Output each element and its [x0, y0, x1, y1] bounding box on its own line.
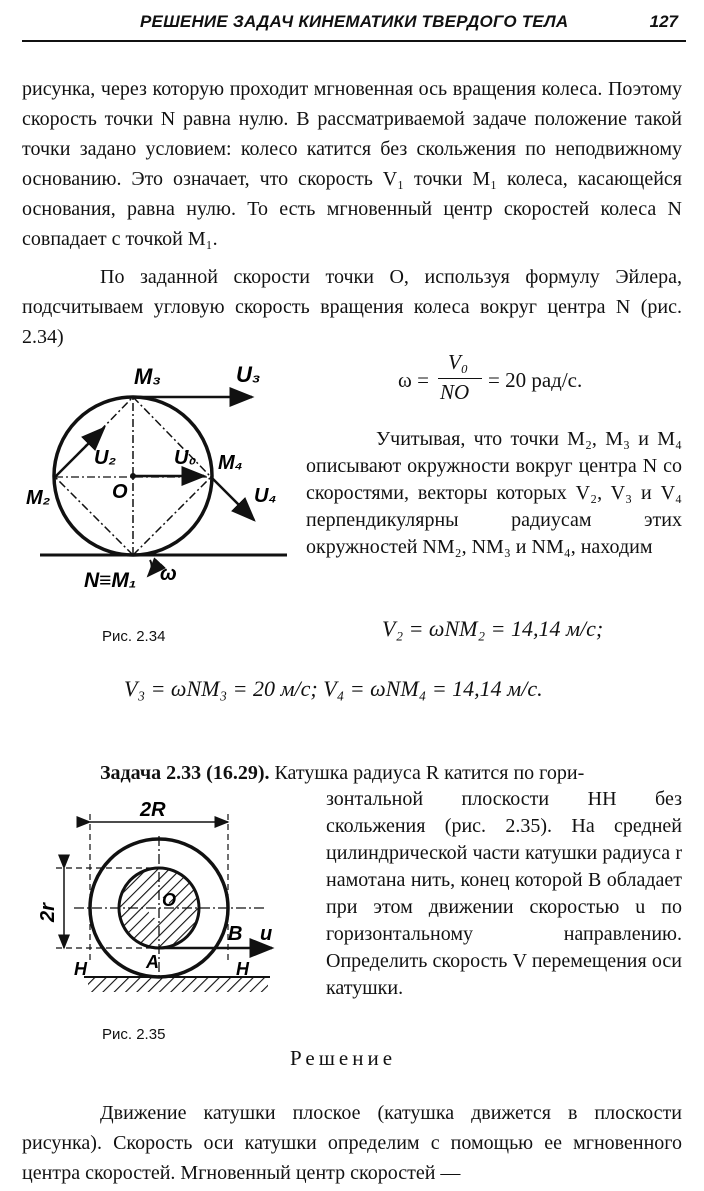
label-b: B — [228, 923, 243, 945]
equation-v3-v4: V₃ = ωNM₃ = 20 м/с; V₄ = ωNM₄ = 14,14 м/с. — [124, 676, 543, 701]
label-u4: U₄ — [254, 485, 277, 507]
label-omega: ω — [160, 563, 177, 585]
paragraph-1: рисунка, через которую проходит мгновенная ось вращения колеса. Поэтому скорость точки N равна нулю. В рассматриваемой задаче положение такой точки задано условием: колесо катится без скольжения по неподвижному основанию. Это означает, что скорость V₁ точки M₁ колеса, касающейся основания, равна нулю. То есть мгновенный центр скоростей колеса N совпадает с точкой M₁. — [22, 78, 682, 250]
caption-2-34: Рис. 2.34 — [102, 628, 166, 645]
solution-heading: Решение — [290, 1046, 397, 1070]
label-m2: M₂ — [26, 487, 51, 509]
label-a: A — [146, 952, 159, 972]
label-o: O — [112, 481, 128, 503]
caption-2-35: Рис. 2.35 — [102, 1026, 166, 1043]
label-2r: 2r — [37, 903, 59, 922]
running-header — [22, 4, 686, 42]
figure-2-34 — [22, 352, 312, 592]
running-title: РЕШЕНИЕ ЗАДАЧ КИНЕМАТИКИ ТВЕРДОГО ТЕЛА — [140, 12, 569, 31]
page-number: 127 — [649, 12, 678, 31]
label-u: u — [260, 923, 273, 945]
side-paragraph: Учитывая, что точки M₂, M₃ и M₄ описывают окружности вокруг центра N со скоростями, векторы которых V₂, V₃ и V₄ перпендикулярны радиусам этих окружностей NM₂, NM₃ и NM₄, находим — [306, 428, 682, 558]
task-first-line — [100, 758, 682, 788]
paragraph-2: По заданной скорости точки O, используя формулу Эйлера, подсчитываем угловую скорость вращения колеса вокруг центра N (рис. 2.34) — [22, 266, 682, 348]
label-h-right: H — [236, 959, 249, 979]
label-m3: M₃ — [134, 364, 161, 389]
equation-v2: V₂ = ωNM₂ = 14,14 м/с; — [382, 616, 604, 641]
label-u3: U₃ — [236, 362, 261, 387]
label-o2: O — [162, 890, 177, 910]
task-first-text: Катушка радиуса R катится по гори- — [274, 762, 585, 784]
task-title: Задача 2.33 (16.29). — [100, 762, 270, 784]
figure-2-35 — [34, 800, 294, 1012]
label-2R: 2R — [140, 800, 166, 821]
paragraph-3: Движение катушки плоское (катушка движется в плоскости рисунка). Скорость оси катушки определим с помощью ее мгновенного центра скоростей. Мгновенный центр скоростей — — [22, 1102, 682, 1184]
label-h-left: H — [74, 959, 87, 979]
label-u2: U₂ — [94, 447, 117, 469]
task-body: зонтальной плоскости HH без скольжения (рис. 2.35). На средней цилиндрической части катушки радиуса r намотана нить, конец которой B обладает при этом движении скоростью u по горизонтальному направлению. Определить скорость V перемещения оси катушки. — [326, 788, 682, 999]
label-u0: U₀ — [174, 447, 197, 469]
label-m4: M₄ — [218, 452, 243, 474]
label-n: N≡M₁ — [84, 569, 137, 592]
